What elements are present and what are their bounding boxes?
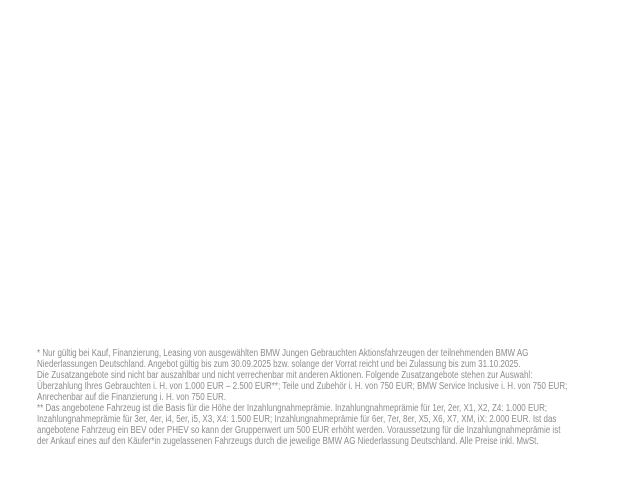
disclaimer-line: Überzahlung Ihres Gebrauchten i. H. von 1.000 EUR – 2.500 EUR**; Teile und Zubehör i. H. von 750 EUR; BMW Service Inclusive i. H. von 750 EUR; xyxy=(37,381,568,392)
footnote-single-asterisk xyxy=(37,348,640,403)
disclaimer-line: Inzahlungnahmeprämie für 3er, 4er, i4, 5er, i5, X3, X4: 1.500 EUR; Inzahlungnahmeprämie für 6er, 7er, 8er, X5, X6, X7, XM, iX: 2.000 EUR. Ist das xyxy=(37,414,557,425)
disclaimer-line: * Nur gültig bei Kauf, Finanzierung, Leasing von ausgewählten BMW Jungen Gebrauchten Aktionsfahrzeugen der teilnehmenden BMW AG xyxy=(37,348,529,359)
disclaimer-line: Anrechenbar auf die Finanzierung i. H. von 750 EUR. xyxy=(37,392,226,403)
footnote-double-asterisk xyxy=(37,403,640,447)
disclaimer-line: Die Zusatzangebote sind nicht bar auszahlbar und nicht verrechenbar mit anderen Aktionen. Folgende Zusatzangebote stehen zur Auswahl: xyxy=(37,370,533,381)
disclaimer-line: angebotene Fahrzeug ein BEV oder PHEV so kann der Gruppenwert um 500 EUR erhöht werden. Voraussetzung für die Inzahlungnahmeprämie ist xyxy=(37,425,561,436)
legal-disclaimer xyxy=(37,348,640,447)
disclaimer-line: ** Das angebotene Fahrzeug ist die Basis für die Höhe der Inzahlungnahmeprämie. Inzahlungnahmeprämie für 1er, 2er, X1, X2, Z4: 1.000 EUR; xyxy=(37,403,548,414)
disclaimer-line: Niederlassungen Deutschland. Angebot gültig bis zum 30.09.2025 bzw. solange der Vorrat reicht und bei Zulassung bis zum 31.10.2025. xyxy=(37,359,521,370)
disclaimer-line: der Ankauf eines auf den Käufer*in zugelassenen Fahrzeugs durch die jeweilige BMW AG Niederlassung Deutschland. Alle Preise inkl. MwSt. xyxy=(37,436,539,447)
